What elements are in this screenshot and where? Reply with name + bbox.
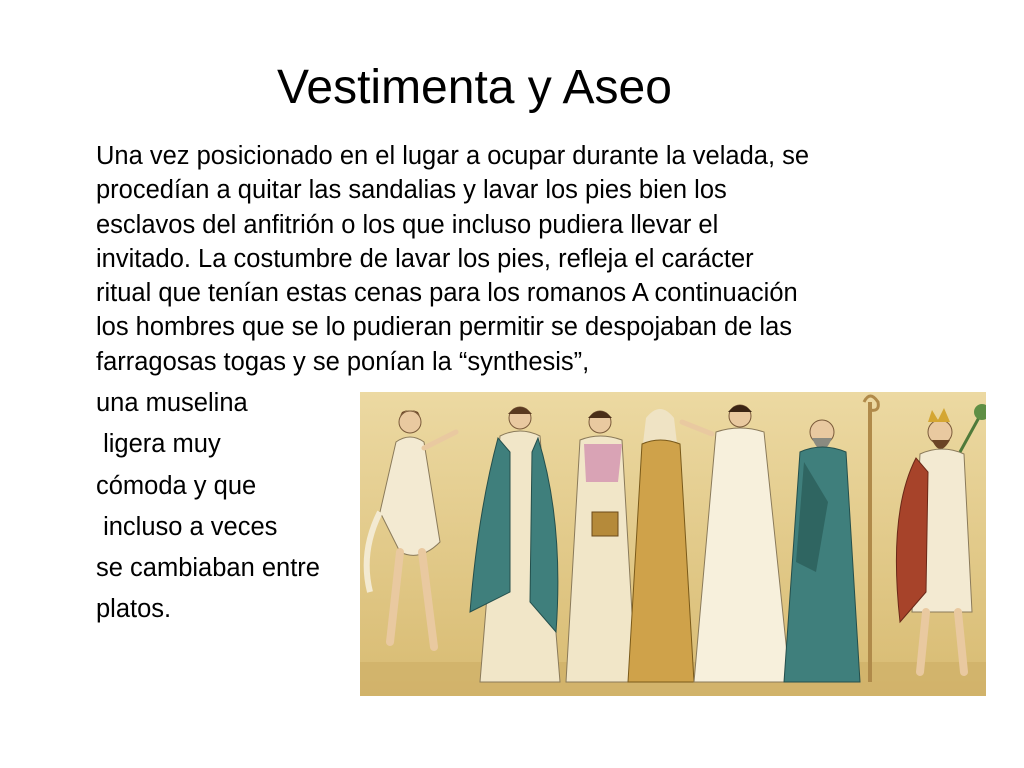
- paragraph-line: farragosas togas y se ponían la “synthesis”,: [96, 347, 590, 376]
- list-line: se cambiaban entre: [96, 554, 320, 583]
- body-list: [96, 383, 320, 631]
- list-line: una muselina: [96, 389, 248, 417]
- roman-clothing-illustration: [360, 392, 986, 696]
- paragraph-line: ritual que tenían estas cenas para los romanos A continuación: [96, 279, 798, 308]
- list-line: incluso a veces: [96, 512, 278, 541]
- paragraph-line: esclavos del anfitrión o los que incluso pudiera llevar el: [96, 210, 719, 239]
- paragraph-line: invitado. La costumbre de lavar los pies, refleja el carácter: [96, 244, 754, 273]
- list-line: cómoda y que: [96, 471, 257, 500]
- paragraph-line: los hombres que se lo pudieran permitir se despojaban de las: [96, 313, 792, 342]
- paragraph-line: Una vez posicionado en el lugar a ocupar durante la velada, se: [96, 142, 810, 170]
- body-paragraph: [96, 139, 896, 379]
- paragraph-line: procedían a quitar las sandalias y lavar los pies bien los: [96, 176, 727, 205]
- slide-title: Vestimenta y Aseo: [277, 61, 672, 114]
- list-line: ligera muy: [96, 430, 221, 459]
- list-line: platos.: [96, 595, 172, 624]
